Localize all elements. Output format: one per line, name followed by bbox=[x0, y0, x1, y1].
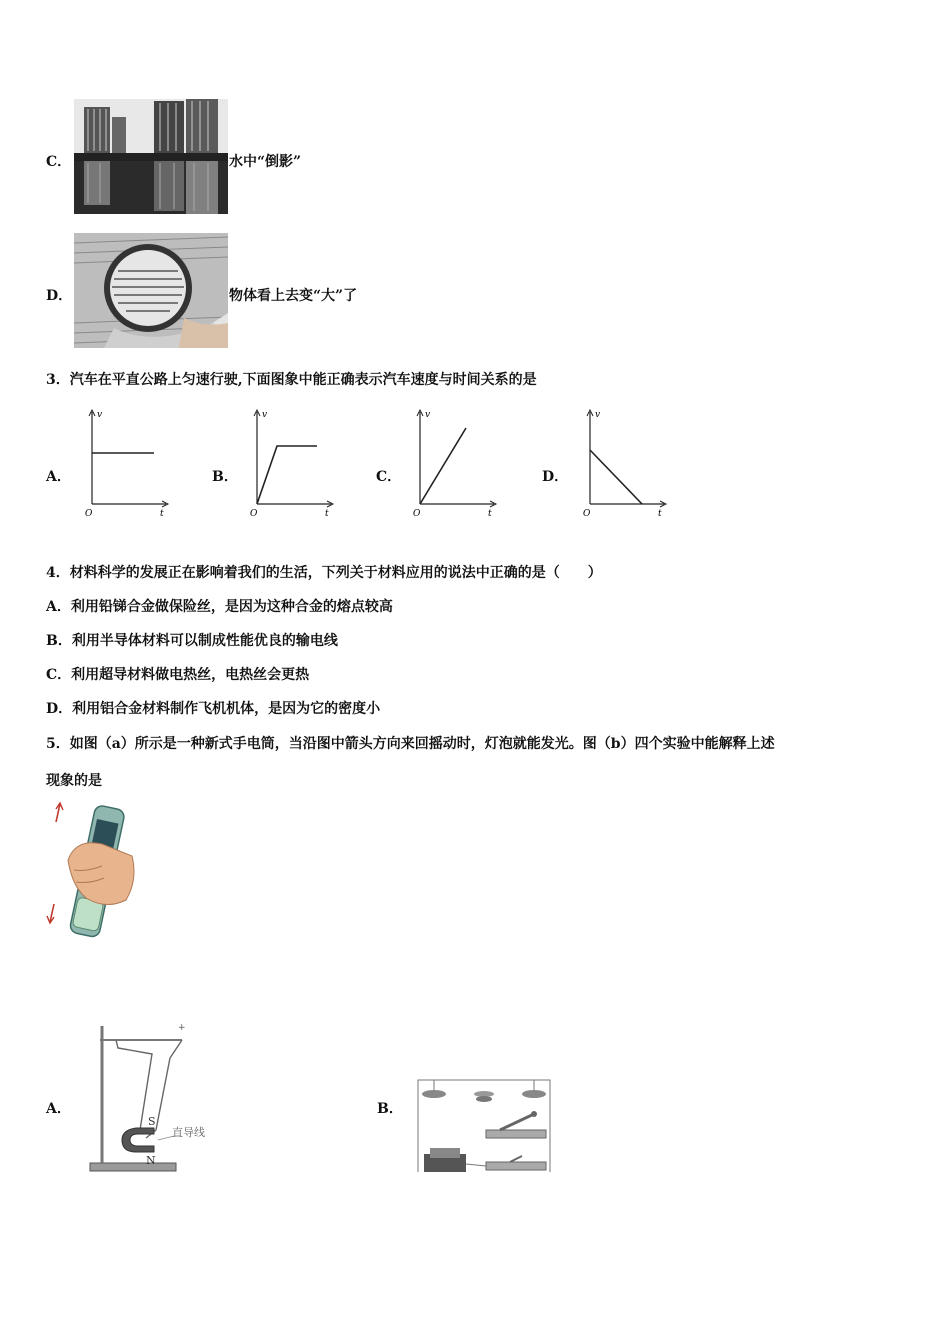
origin-label: O bbox=[85, 509, 93, 518]
origin-label: O bbox=[583, 509, 591, 518]
q3-option-a-letter: A． bbox=[46, 469, 71, 485]
option-d-letter: D． bbox=[46, 288, 73, 304]
vt-graph-d bbox=[580, 406, 670, 518]
pole-n-label: N bbox=[146, 1154, 156, 1167]
question-5-stem-line1: 5．如图（a）所示是一种新式手电筒，当沿图中箭头方向来回摇动时，灯泡就能发光。图（b）四个实验中能解释上述 bbox=[46, 736, 775, 752]
vt-graph-b bbox=[247, 406, 337, 518]
v-axis-label: v bbox=[425, 410, 431, 420]
water-reflection-photo bbox=[74, 99, 228, 214]
q4-option-b: B．利用半导体材料可以制成性能优良的输电线 bbox=[46, 633, 338, 649]
svg-text:+: + bbox=[178, 1023, 186, 1033]
t-axis-label: t bbox=[488, 509, 492, 518]
option-c-text: 水中“倒影” bbox=[229, 154, 302, 170]
q5-option-a-letter: A． bbox=[46, 1101, 71, 1117]
origin-label: O bbox=[413, 509, 421, 518]
q3-option-b-letter: B． bbox=[212, 469, 238, 485]
magnifier-photo bbox=[74, 233, 228, 348]
straight-wire-label: 直导线 bbox=[172, 1126, 205, 1139]
question-3-stem: 3．汽车在平直公路上匀速行驶,下面图象中能正确表示汽车速度与时间关系的是 bbox=[46, 372, 537, 388]
vt-graph-c bbox=[410, 406, 500, 518]
shake-flashlight-figure bbox=[46, 800, 146, 945]
q5-option-b-letter: B． bbox=[377, 1101, 403, 1117]
t-axis-label: t bbox=[325, 509, 329, 518]
option-c-letter: C． bbox=[46, 154, 72, 170]
pole-s-label: S bbox=[148, 1115, 156, 1128]
t-axis-label: t bbox=[160, 509, 164, 518]
origin-label: O bbox=[250, 509, 258, 518]
option-d-text: 物体看上去变“大”了 bbox=[229, 288, 358, 304]
q4-option-c: C．利用超导材料做电热丝，电热丝会更热 bbox=[46, 667, 310, 683]
q4-option-d: D．利用铝合金材料制作飞机机体，是因为它的密度小 bbox=[46, 701, 381, 717]
q3-option-c-letter: C． bbox=[376, 469, 402, 485]
t-axis-label: t bbox=[658, 509, 662, 518]
question-5-stem-line2: 现象的是 bbox=[46, 773, 102, 789]
v-axis-label: v bbox=[262, 410, 268, 420]
q3-option-d-letter: D． bbox=[542, 469, 569, 485]
v-axis-label: v bbox=[595, 410, 601, 420]
vt-graph-a bbox=[82, 406, 172, 518]
question-4-stem: 4．材料科学的发展正在影响着我们的生活，下列关于材料应用的说法中正确的是（ ） bbox=[46, 565, 602, 581]
v-axis-label: v bbox=[97, 410, 103, 420]
circuit-apparatus bbox=[410, 1068, 555, 1180]
magnet-wire-apparatus bbox=[86, 1018, 226, 1178]
q4-option-a: A．利用铅锑合金做保险丝，是因为这种合金的熔点较高 bbox=[46, 599, 393, 615]
